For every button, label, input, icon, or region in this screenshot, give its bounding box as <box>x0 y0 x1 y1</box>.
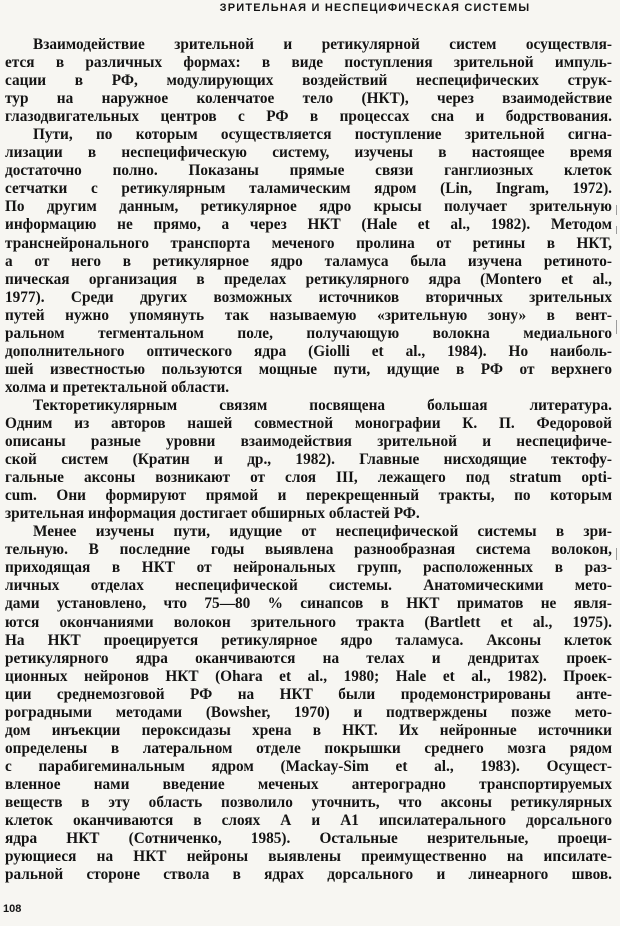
text-line: 1977). Среди других возможных источников вторичных зрительных <box>5 288 612 306</box>
scan-mark <box>616 226 617 234</box>
text-line: Текторетикулярным связям посвящена большая литература. <box>33 396 612 414</box>
paragraph <box>5 126 612 397</box>
text-line: информацию не прямо, а через НКТ (Hale et al., 1982). Методом <box>5 216 612 234</box>
text-line: транснейронального транспорта меченого пролина от ретины в НКТ, <box>5 234 612 252</box>
text-line: гальные аксоны возникают от слоя III, лежащего под stratum opti- <box>5 469 612 487</box>
page-number: 108 <box>3 903 22 915</box>
text-line: тельную. В последние годы выявлена разнообразная система волокон, <box>5 541 612 559</box>
text-line: холма и претектальной области. <box>5 378 230 396</box>
text-line: приходящая в НКТ от нейрональных групп, расположенных в раз- <box>5 559 612 577</box>
text-line: тур на наружное коленчатое тело (НКТ), через взаимодействие <box>5 90 612 108</box>
body-text <box>5 36 612 884</box>
paragraph <box>5 523 612 884</box>
text-line: шей известностью пользуются мощные пути, идущие в РФ от верхнего <box>5 360 612 378</box>
text-line: зрительная информация достигает обширных областей РФ. <box>5 505 420 523</box>
text-line: достаточно полно. Показаны прямые связи ганглиозных клеток <box>5 162 612 180</box>
text-line: пическая организация в пределах ретикулярного ядра (Montero et al., <box>5 270 612 288</box>
text-line: дами установлено, что 75—80 % синапсов в НКТ приматов не явля- <box>5 595 612 613</box>
text-line: ральной стороне ствола в ядрах дорсального и линеарного швов. <box>5 866 612 884</box>
text-line: клеток оканчиваются в слоях А и А1 ипсилатерального дорсального <box>5 812 612 830</box>
text-line: роградными методами (Bowsher, 1970) и подтверждены позже мето- <box>5 703 612 721</box>
text-line: ются окончаниями волокон зрительного тракта (Bartlett et al., 1975). <box>5 613 612 631</box>
text-line: сации в РФ, модулирующих воздействий неспецифических струк- <box>5 72 612 90</box>
paragraph <box>5 36 612 126</box>
text-line: лизации в неспецифическую систему, изучены в настоящее время <box>5 144 612 162</box>
text-line: путей нужно упомянуть так называемую «зрительную зону» в вент- <box>5 306 612 324</box>
text-line: Менее изучены пути, идущие от неспецифической системы в зри- <box>33 523 612 541</box>
text-line: Одним из авторов нашей совместной монографии К. П. Федоровой <box>5 414 612 432</box>
scan-mark <box>616 548 617 560</box>
text-line: ской систем (Кратин и др., 1982). Главные нисходящие тектофу- <box>5 451 612 469</box>
scan-mark <box>616 205 617 215</box>
text-line: ральном тегментальном поле, получающую волокна медиального <box>5 324 612 342</box>
text-line: Взаимодействие зрительной и ретикулярной систем осуществля- <box>33 36 612 53</box>
scan-mark <box>616 320 617 334</box>
text-line: ционных нейронов НКТ (Ohara et al., 1980; Hale et al., 1982). Проек- <box>5 667 612 685</box>
text-line: cum. Они формируют прямой и перекрещенный тракты, по которым <box>5 487 612 505</box>
text-line: ретикулярного ядра оканчиваются на телах и дендритах проек- <box>5 649 612 667</box>
text-line: веществ в эту область позволило уточнить, что аксоны ретикулярных <box>5 793 612 811</box>
text-line: описаны разные уровни взаимодействия зрительной и неспецифиче- <box>5 433 612 451</box>
text-line: дополнительного оптического ядра (Giolli et al., 1984). Но наиболь- <box>5 342 612 360</box>
text-line: ции среднемозговой РФ на НКТ были продемонстрированы анте- <box>5 685 612 703</box>
text-line: По другим данным, ретикулярное ядро крысы получает зрительную <box>5 198 612 216</box>
text-line: Пути, по которым осуществляется поступление зрительной сигна- <box>33 126 612 144</box>
text-line: ется в различных формах: в виде поступления зрительной импуль- <box>5 54 612 72</box>
text-line: ядра НКТ (Сотниченко, 1985). Остальные незрительные, проеци- <box>5 830 612 848</box>
text-line: глазодвигательных центров с РФ в процессах сна и бодрствования. <box>5 108 612 126</box>
running-head: ЗРИТЕЛЬНАЯ И НЕСПЕЦИФИЧЕСКАЯ СИСТЕМЫ <box>219 2 531 14</box>
text-line: рующиеся на НКТ нейроны выявлены преимущественно на ипсилате- <box>5 848 612 866</box>
paragraph <box>5 397 612 523</box>
text-line: На НКТ проецируется ретикулярное ядро таламуса. Аксоны клеток <box>5 631 612 649</box>
text-line: с парабигеминальным ядром (Mackay-Sim et al., 1983). Осущест- <box>5 757 612 775</box>
text-line: а от него в ретикулярное ядро таламуса была изучена ретинотo- <box>5 252 612 270</box>
text-line: вленное нами введение меченых антероградно транспортируемых <box>5 775 612 793</box>
text-line: личных отделах неспецифической системы. Анатомическими мето- <box>5 577 612 595</box>
text-line: сетчатки с ретикулярным таламическим ядром (Lin, Ingram, 1972). <box>5 180 612 198</box>
text-line: определены в латеральном отделе покрышки среднего мозга рядом <box>5 739 612 757</box>
text-line: дом инъекции пероксидазы хрена в НКТ. Их нейронные источники <box>5 721 612 739</box>
